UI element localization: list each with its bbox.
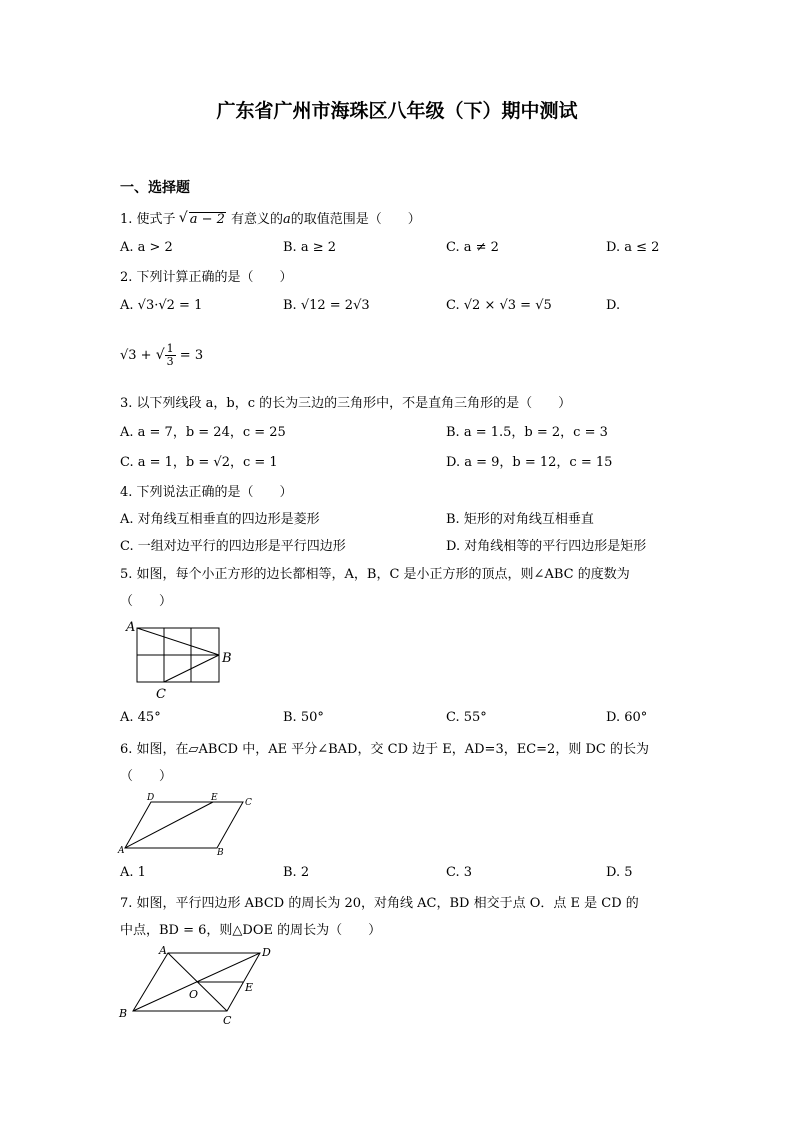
label-b: B — [217, 848, 224, 858]
parallelogram-abcd — [125, 802, 243, 848]
label-a: A — [159, 944, 167, 957]
label-c: C — [245, 798, 252, 808]
q6-option-d[interactable]: D. 5 — [606, 865, 633, 880]
q1-option-d[interactable]: D. a ≤ 2 — [606, 240, 660, 255]
q2-option-b[interactable] — [283, 298, 370, 313]
q3-option-c[interactable]: C. a = 1，b = √2，c = 1 — [120, 455, 278, 470]
q3-option-b[interactable]: B. a = 1.5，b = 2，c = 3 — [446, 425, 608, 440]
grid-figure — [120, 615, 240, 700]
q2-option-c-label: C. — [446, 298, 460, 313]
q2-option-c[interactable] — [446, 298, 552, 313]
q2-option-a-label: A. — [120, 298, 134, 313]
q3-option-d[interactable]: D. a = 9，b = 12，c = 15 — [446, 455, 613, 470]
q4-option-a[interactable]: A. 对角线互相垂直的四边形是菱形 — [120, 512, 320, 527]
label-c: C — [223, 1014, 232, 1027]
question-5-bracket: （ ） — [120, 594, 173, 609]
question-4: 4. 下列说法正确的是（ ） — [120, 485, 293, 500]
q3-option-a[interactable]: A. a = 7，b = 24，c = 25 — [120, 425, 286, 440]
q1-option-a[interactable]: A. a > 2 — [120, 240, 173, 255]
radical-expression: √ a − 2 — [180, 212, 226, 227]
label-b: B — [222, 651, 232, 666]
variable-a: a — [283, 212, 291, 227]
question-3: 3. 以下列线段 a，b，c 的长为三边的三角形中，不是直角三角形的是（ ） — [120, 396, 572, 411]
q1-option-c[interactable]: C. a ≠ 2 — [446, 240, 499, 255]
q2-option-d-left: √3 + — [120, 348, 152, 363]
q2-option-d-right: = 3 — [179, 348, 204, 363]
question-6-bracket: （ ） — [120, 769, 173, 784]
page-title: 广东省广州市海珠区八年级（下）期中测试 — [216, 100, 578, 122]
q2-option-d-label[interactable]: D. — [606, 298, 621, 313]
question-5: 5. 如图，每个小正方形的边长都相等，A，B，C 是小正方形的顶点，则∠ABC 的度数为 — [120, 567, 630, 582]
q2-option-c-expr: √2 × √3 = √5 — [463, 298, 552, 313]
label-e: E — [245, 981, 254, 994]
question-7-line2: 中点，BD = 6，则△DOE 的周长为（ ） — [120, 923, 382, 938]
q5-option-a[interactable]: A. 45° — [120, 710, 161, 725]
label-o: O — [189, 988, 199, 1001]
q2-option-d[interactable]: √3 + √ $\frac{1}{3}$ = 3 — [120, 342, 204, 368]
q2-option-a-expr: √3·√2 = 1 — [137, 298, 203, 313]
q2-option-b-label: B. — [283, 298, 297, 313]
q4-option-c[interactable]: C. 一组对边平行的四边形是平行四边形 — [120, 539, 346, 554]
parallelogram-figure-6 — [115, 790, 255, 858]
label-e: E — [211, 793, 218, 803]
grid-lines — [137, 628, 219, 682]
q5-option-d[interactable]: D. 60° — [606, 710, 648, 725]
label-d: D — [147, 793, 155, 803]
label-d: D — [262, 946, 271, 959]
q1-option-b[interactable]: B. a ≥ 2 — [283, 240, 336, 255]
q6-option-c[interactable]: C. 3 — [446, 865, 473, 880]
q4-option-b[interactable]: B. 矩形的对角线互相垂直 — [446, 512, 594, 527]
q2-option-a[interactable] — [120, 298, 202, 313]
question-1-prefix: 1. 使式子 — [120, 212, 176, 227]
q2-option-b-expr: √12 = 2√3 — [300, 298, 370, 313]
question-1-suffix: 有意义的 — [231, 212, 284, 227]
q4-option-d[interactable]: D. 对角线相等的平行四边形是矩形 — [446, 539, 647, 554]
question-2: 2. 下列计算正确的是（ ） — [120, 270, 293, 285]
q6-option-b[interactable]: B. 2 — [283, 865, 310, 880]
section-heading: 一、选择题 — [120, 180, 190, 196]
line-ab — [137, 628, 219, 655]
question-1 — [120, 208, 421, 227]
parallelogram-figure-7 — [115, 944, 285, 1029]
question-1-tail: 的取值范围是（ ） — [290, 212, 421, 227]
q5-option-c[interactable]: C. 55° — [446, 710, 487, 725]
question-7: 7. 如图，平行四边形 ABCD 的周长为 20，对角线 AC，BD 相交于点 O．点 E 是 CD 的 — [120, 896, 639, 911]
q6-option-a[interactable]: A. 1 — [120, 865, 146, 880]
label-b: B — [119, 1007, 128, 1020]
q5-option-b[interactable]: B. 50° — [283, 710, 324, 725]
label-a: A — [126, 620, 136, 635]
label-c: C — [156, 687, 166, 702]
fraction: $\frac{1}{3}$ — [166, 342, 174, 368]
question-6: 6. 如图，在▱ABCD 中，AE 平分∠BAD，交 CD 边于 E，AD=3，EC=2，则 DC 的长为 — [120, 742, 649, 757]
label-a: A — [118, 846, 125, 856]
